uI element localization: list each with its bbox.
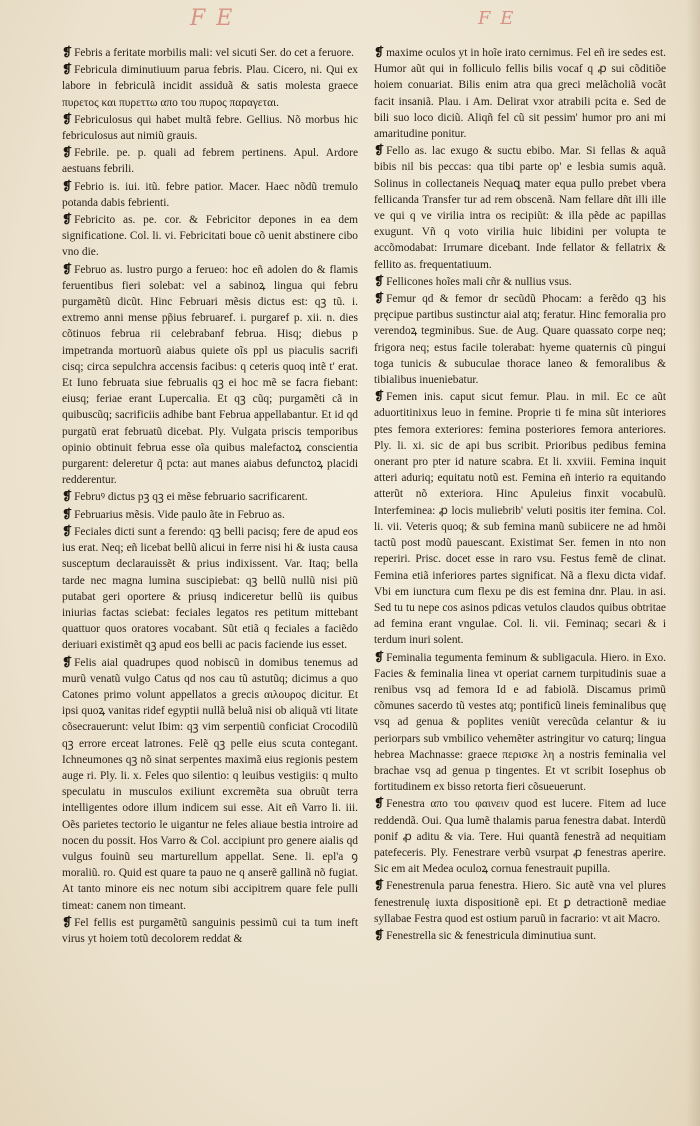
pilcrow-icon: ❡ [62,914,73,929]
dictionary-entry [62,44,358,61]
pilcrow-icon: ❡ [374,45,385,59]
pilcrow-icon: ❡ [62,212,73,227]
pilcrow-icon: ❡ [374,273,385,288]
dictionary-entry [374,44,666,142]
dictionary-entry [374,290,666,388]
pilcrow-icon: ❡ [374,143,385,158]
pilcrow-icon: ❡ [62,111,73,126]
entry-text: Fello as. lac exugo & suctu ebibo. Mar. Si fellas & aquã bibis nil bis peccas: qua tibi parte op' e lesbia sumis aquã. Solinus in collectaneis Nequaꝗ mater equa pullo prebet vbera fellicanda Transfer tur ad rem obscenã. Nam fellare dñt illi ille ve qui q ve virilia intra os recipiũt: & illa pẽde ac papillas exugunt. Vñ q voto virilia huic libidini per volupta te accõmodabat: Irrumare dicebant. Inde fellator & fellatrix & fellito as. frequentatiuum. [374,145,666,271]
dictionary-entry [374,388,666,648]
dictionary-entry [62,261,358,489]
dictionary-entry [62,488,358,505]
text-column-right [374,44,666,1084]
entry-text: Fellicones hoĩes mali cñr & nullius vsus. [386,275,572,288]
dictionary-entry [62,61,358,111]
dictionary-entry [374,649,666,796]
pilcrow-icon: ❡ [62,489,73,504]
pilcrow-icon: ❡ [374,927,385,942]
entry-text: Femen inis. caput sicut femur. Plau. in mil. Ec ce aũt aduortitinixus leuo in femine. Proprie ti fe mina sũt interiores ptes femora exteriores: femina posteriores femora anteriores. Ply. li. xi. sic de api bus scribit. Prioribus pedibus femina onerant pro pter id nature scabra. Et li. xxviii. Femina inquit atteri aduriq; equitatu notũ est. Femina eñ interio ra equitando atterũt nõ exteriora. Hinc Apuleius finxit vocabulũ. Interfeminea: ꝓ locis muliebrib' veluti positis iter femina. Col. li. vii. Veteris quoq; & sub femina manũ subiicere ne ad hmõi tactũ post modũ pauescant. Existimat Ser. femen in nto non reperiri. Prisc. docet esse in raro vsu. Festus femẽ de clinat. Femina etiã inferiores partes significat. Nã a flexu dicta vidaf. Vbi em iunctura cum flexu pe dis est femina dnr. Plau. in asi. Sed tu tu nepe cos asinos pdicas vetulos claudos quibus obtritae ad femina erant vngulae. Col. li. vii. Feminaq; secari & i terdum inuri solent. [374,391,666,647]
dictionary-entry [62,144,358,177]
dictionary-entry [374,273,666,290]
entry-text: Febriculosus qui habet multã febre. Gellius. Nõ morbus hic febriculosus aut nimiũ grauis. [62,113,358,143]
entry-text: Febris a feritate morbilis mali: vel sicuti Ser. do cet a feruore. [74,47,354,59]
dictionary-entry [62,654,358,914]
pilcrow-icon: ❡ [62,178,73,193]
dictionary-entry [62,178,358,211]
entry-text: Febrile. pe. p. quali ad febrem pertinens. Apul. Ardore aestuans febrili. [62,147,358,176]
entry-text: Febricito as. pe. cor. & Febricitor depones in ea dem significatione. Col. li. vi. Febricitati boue cõ uenit abstinere cibo vno die. [62,214,358,259]
entry-text: Feminalia tegumenta feminum & subligacula. Hiero. in Exo. Facies & feminalia linea vt operiat carnem turpitudinis suae a renibus vsq ad femora Id e ad fabiolã. Discamus primũ cõmunes sacerdo tũ vestes atq; pontificũ lineis feminalibus quę vsq ad genua & poplites veniũt verecũda celantur & iu periorpars sub vmbilico vehemẽter astringitur vo caturq; lingua hebrea Machnasse: graece περισκε λη a nostris feminalia vel brachae vsq ad genua p tingentes. Et vt scribit Iosephus ob fortitudinem ex bisso retorta fieri cõsueuerunt. [374,651,666,794]
pilcrow-icon: ❡ [62,261,73,276]
entry-text: Februꝰ dictus pꝫ qꝫ ei mẽse februario sacrificarent. [74,491,308,504]
entry-text: Febrio is. iui. itũ. febre patior. Macer. Haec nõdũ tremulo potanda dabis febrienti. [62,180,358,209]
pilcrow-icon: ❡ [374,389,385,404]
pilcrow-icon: ❡ [374,649,385,664]
dictionary-entry [62,506,358,523]
entry-text: Februarius mẽsis. Vide paulo ãte in Februo as. [74,508,285,521]
pilcrow-icon: ❡ [62,523,73,538]
page-edge-shadow [686,0,700,1126]
marginal-annotation-left: F E [190,6,235,31]
entry-text: Feciales dicti sunt a ferendo: qꝫ belli pacisq; fere de apud eos ius erat. Neq; eñ licebat bellũ alicui in ferre nisi hi & iusta causa susceptum declarauissẽt & prius indixissent. Var. Itaq; bella tarde nec magna lumina suscipiebat: qꝫ bellũ nullũ nisi piũ putabat geri oportere & priusq indiceretur bellũ iis quibus iniurias factas sciebat: feciales legatos res petitum mittebant quattuor quos oratores vocabant. Sũt etiã q feciales a faciẽdo deriuari existimẽt qꝫ apud eos belli ac pacis faciende ius esset. [62,525,358,652]
entry-text: Fenestrenula parua fenestra. Hiero. Sic autẽ vna vel plures fenestrenulę iuxta dispositionẽ epi. Et ꝑ detractionẽ mediae syllabae Festra quod est ostium paruũ in facrario: vt ait Macro. [374,880,666,925]
entry-text: Felis aial quadrupes quod nobiscũ in domibus tenemus ad murũ venatũ vulgo Catus qd nos cau tũ astutũq; dicimus a quo Catones primo volunt appellatos a grecis αιλουρος dicitur. Et ipsi quoꝝ vanitas ridef egyptii nullã beluã nisi ob aliquã vti litate cõsecrauerunt: velut Ibim: qꝫ vim serpentiũ conficiat Crocodilũ qꝫ errore erceat latrones. Felẽ qꝫ pelle eius scuta contegant. Ichneumones qꝫ nõ sinat serpentes maximã eius regionis pestem auge ri. Ply. li. x. Feles quo silentio: q leuibus vestigiis: q multo speculatu in musculos exiliunt excremẽta sua obruũt terra intelligentes odore illum indicem sui esse. Ait eñ Varro li. iii. Oẽs parietes tectorio le uigantur ne feles aliaue bestia introire ad nocen du possit. Hos Varro & Col. accipiunt pro genere aialis qd vulgus fouinũ seu marturellum appellat. Sene. li. epl'a ꝯ moraliũ. ro. Quid est quare ta pauo ne q anserẽ gallinã nõ fugiat. At tanto minore eis nec notum sibi accipitrem quare fele pulli timeat: canem non timeant. [62,656,358,912]
entry-text: Fenestrella sic & fenestricula diminutiua sunt. [386,929,597,942]
entry-text: Febricula diminutiuum parua febris. Plau. Cicero, ni. Qui ex labore in febriculã incidit assiduã & satis molesta graece πυρετος και πυρεττω απο του πυρος παραγεται. [62,64,358,109]
dictionary-entry [374,877,666,927]
pilcrow-icon: ❡ [374,796,385,811]
pilcrow-icon: ❡ [374,878,385,893]
pilcrow-icon: ❡ [62,62,73,77]
text-column-left [62,44,358,1084]
entry-text: Fel fellis est purgamẽtũ sanguinis pessimũ cui ta tum ineft virus yt hoiem totũ decolorem reddat & [62,916,358,945]
pilcrow-icon: ❡ [374,291,385,306]
dictionary-entry [374,142,666,273]
dictionary-entry [374,927,666,944]
entry-text: Femur qd & femor dr secũdũ Phocam: a ferẽdo qꝫ his pręcipue partibus sustinctur aial atq; feratur. Hinc femoralia pro verendoꝝ tegminibus. Sue. de Aug. Quare quassato corpe neq; frigora neq; estus facile tolerabat: hyeme quaternis cũ pingui toga tunicis & subuculae thorace laneo & femoralibus & tibialibus inueniebatur. [374,293,666,387]
entry-text: Februo as. lustro purgo a ferueo: hoc eñ adolen do & flamis feruentibus fieri solebat: vel a sabinoꝝ lingua qui febru purgamẽtũ dicũt. Hinc Februari mẽsis dictus est: qꝫ tũ. i. extremo anni mense pp̃ius februaref. i. purgaref p. xii. n. dies cõtinuos februa rii celebrabanf februa. Hisq; diebus p impetranda mortuorũ aiabus quiete oĩs ppl us piaculis sacrifi cisq; circa sepulchra accensis facibus: q ceteris quoq intẽ t' erat. Et Iuno februata siue februalis qꝫ ei hoc mẽ se facra fiebant: eiusq; feriae erant Lupercalia. Et qꝫ cũq; purgamẽti cã in quibuscũq; sacrificiis adhibe bant Februa appellabantur. Et id qd purgatũ erat februatũ dicebat. Ply. Vulgata priscis temporibus opinio obtinuit februa esse oĩa quibus malefactoꝝ conscientia purgarent: deleretur q̃ pcta: aut manes aiabus defunctoꝝ placidi redderentur. [62,263,358,487]
dictionary-entry [374,795,666,877]
marginal-annotation-right: F E [478,8,516,29]
dictionary-entry [62,111,358,144]
dictionary-entry [62,211,358,261]
pilcrow-icon: ❡ [62,45,73,59]
dictionary-entry [62,914,358,947]
dictionary-entry [62,523,358,654]
pilcrow-icon: ❡ [62,145,73,160]
pilcrow-icon: ❡ [62,506,73,521]
pilcrow-icon: ❡ [62,654,73,669]
entry-text: Fenestra απο του φαινειν quod est lucere. Fitem ad luce reddendã. Oui. Qua lumẽ thalamis parua fenestra dabat. Interdũ ponif ꝓ aditu & via. Tere. Hui quantã fenestrã ad nequitiam patefeceris. Ply. Fenestrare verbũ vsurpat ꝓ fenestras aperire. Sic em ait Medea oculoꝝ cornua fenestrauit pupilla. [374,798,666,876]
entry-text: maxime oculos yt in hoĩe irato cernimus. Fel eñ ire sedes est. Humor aũt qui in folliculo fellis bilis vocaf q ꝓ sui cõditiõe hoiem conuariat. Bilis enim atra qua greci melãcholiã vocãt facit insaniã. Plau. i Am. Delirat vxor atrabili pcita e. Sed de bili suo loco diciũ. Aliqñ fel cũ sit pessim' humor pro ani mi amaritudine ponitur. [374,47,666,141]
